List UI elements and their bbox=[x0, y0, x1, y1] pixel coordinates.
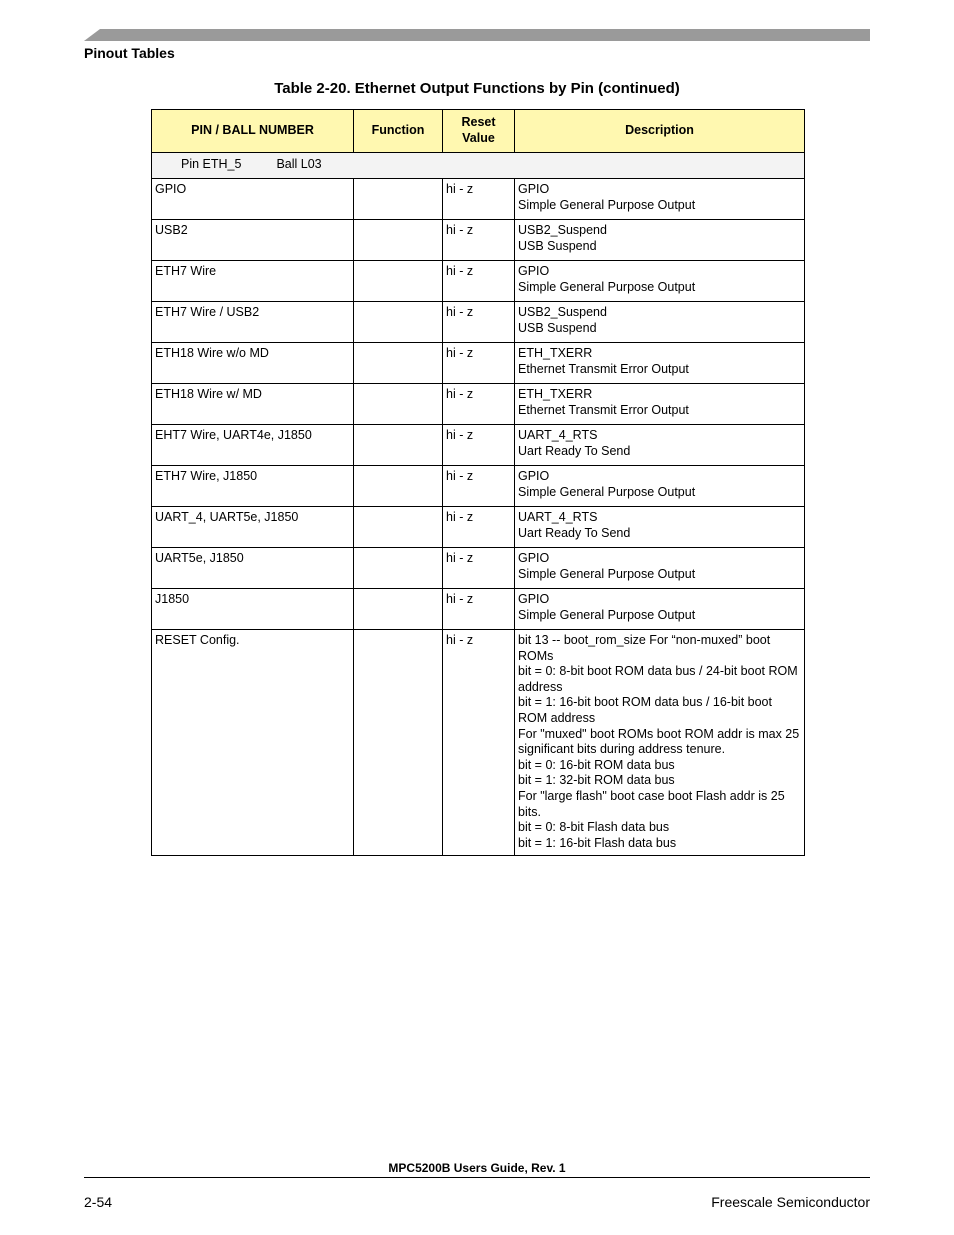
reset-value-cell: hi - z bbox=[443, 384, 515, 425]
header-decorative-bar bbox=[84, 29, 870, 41]
description-line: USB2_Suspend bbox=[518, 305, 607, 319]
table-row bbox=[152, 220, 805, 261]
description-cell bbox=[515, 425, 805, 466]
description-line: ETH_TXERR bbox=[518, 346, 593, 360]
function-cell bbox=[354, 179, 443, 220]
description-line: GPIO bbox=[518, 551, 550, 565]
description-line: USB Suspend bbox=[518, 238, 597, 253]
pin-ball-cell: EHT7 Wire, UART4e, J1850 bbox=[152, 425, 354, 466]
reset-value-cell: hi - z bbox=[443, 343, 515, 384]
description-line: For "muxed" boot ROMs boot ROM addr is max 25 significant bits during address tenure. bbox=[518, 726, 800, 757]
table-row bbox=[152, 179, 805, 220]
reset-value-cell: hi - z bbox=[443, 466, 515, 507]
description-line: Simple General Purpose Output bbox=[518, 566, 696, 581]
description-line: GPIO bbox=[518, 264, 550, 278]
table-row bbox=[152, 589, 805, 630]
table-title: Table 2-20. Ethernet Output Functions by Pin (continued) bbox=[274, 80, 680, 97]
column-header-function: Function bbox=[354, 110, 443, 153]
description-line: UART_4_RTS bbox=[518, 428, 598, 442]
description-cell bbox=[515, 466, 805, 507]
description-line: Simple General Purpose Output bbox=[518, 607, 696, 622]
section-header: Pinout Tables bbox=[84, 45, 175, 61]
function-cell bbox=[354, 630, 443, 856]
description-line: ETH_TXERR bbox=[518, 387, 593, 401]
description-line: GPIO bbox=[518, 592, 550, 606]
table-header-row bbox=[152, 110, 805, 153]
description-line: USB Suspend bbox=[518, 320, 597, 335]
description-cell bbox=[515, 179, 805, 220]
pin-ball-cell: USB2 bbox=[152, 220, 354, 261]
reset-value-cell: hi - z bbox=[443, 548, 515, 589]
function-cell bbox=[354, 548, 443, 589]
description-line: Simple General Purpose Output bbox=[518, 197, 696, 212]
function-cell bbox=[354, 343, 443, 384]
description-cell bbox=[515, 343, 805, 384]
function-cell bbox=[354, 261, 443, 302]
column-header-pin: PIN / BALL NUMBER bbox=[152, 110, 354, 153]
column-header-reset bbox=[443, 110, 515, 153]
description-line: bit = 1: 16-bit boot ROM data bus / 16-bit boot ROM address bbox=[518, 695, 772, 725]
description-cell bbox=[515, 220, 805, 261]
pin-ball-cell: ETH7 Wire bbox=[152, 261, 354, 302]
footer-company: Freescale Semiconductor bbox=[711, 1194, 870, 1210]
pin-ball-cell: ETH18 Wire w/o MD bbox=[152, 343, 354, 384]
pin-ball-cell: ETH7 Wire / USB2 bbox=[152, 302, 354, 343]
pin-label: Pin ETH_5 bbox=[181, 157, 242, 171]
ball-label: Ball L03 bbox=[276, 157, 322, 171]
reset-value-cell: hi - z bbox=[443, 261, 515, 302]
function-cell bbox=[354, 466, 443, 507]
table-row bbox=[152, 425, 805, 466]
column-header-description: Description bbox=[515, 110, 805, 153]
description-cell bbox=[515, 384, 805, 425]
pin-ball-cell: GPIO bbox=[152, 179, 354, 220]
reset-value-cell: hi - z bbox=[443, 589, 515, 630]
function-cell bbox=[354, 507, 443, 548]
reset-value-cell: hi - z bbox=[443, 302, 515, 343]
description-line: For "large flash" boot case boot Flash addr is 25 bits. bbox=[518, 788, 785, 819]
reset-value-cell: hi - z bbox=[443, 425, 515, 466]
table-row bbox=[152, 261, 805, 302]
reset-value-cell: hi - z bbox=[443, 179, 515, 220]
description-line: bit = 0: 8-bit Flash data bus bbox=[518, 820, 670, 835]
description-line: USB2_Suspend bbox=[518, 223, 607, 237]
table-row bbox=[152, 630, 805, 856]
description-line: GPIO bbox=[518, 469, 550, 483]
function-cell bbox=[354, 589, 443, 630]
description-line: bit = 1: 16-bit Flash data bus bbox=[518, 835, 677, 850]
description-line: Uart Ready To Send bbox=[518, 443, 631, 458]
description-line: UART_4_RTS bbox=[518, 510, 598, 524]
reset-value-cell: hi - z bbox=[443, 507, 515, 548]
description-line: bit = 0: 8-bit boot ROM data bus / 24-bit boot ROM address bbox=[518, 664, 798, 694]
function-cell bbox=[354, 425, 443, 466]
description-cell bbox=[515, 630, 805, 856]
pinout-table bbox=[151, 109, 805, 856]
footer-divider bbox=[84, 1177, 870, 1178]
description-cell bbox=[515, 507, 805, 548]
table-row bbox=[152, 384, 805, 425]
function-cell bbox=[354, 220, 443, 261]
description-line: Simple General Purpose Output bbox=[518, 279, 696, 294]
pin-ball-cell: UART_4, UART5e, J1850 bbox=[152, 507, 354, 548]
description-cell bbox=[515, 302, 805, 343]
pin-ball-cell: RESET Config. bbox=[152, 630, 354, 856]
table-row bbox=[152, 507, 805, 548]
description-cell bbox=[515, 261, 805, 302]
function-cell bbox=[354, 302, 443, 343]
table-row bbox=[152, 343, 805, 384]
table-row bbox=[152, 466, 805, 507]
pin-ball-cell: J1850 bbox=[152, 589, 354, 630]
description-line: Ethernet Transmit Error Output bbox=[518, 361, 689, 376]
table-row bbox=[152, 302, 805, 343]
pin-ball-cell: ETH7 Wire, J1850 bbox=[152, 466, 354, 507]
pin-group-cell bbox=[152, 153, 805, 179]
description-line: bit 13 -- boot_rom_size For “non-muxed” boot ROMs bbox=[518, 633, 771, 663]
pin-ball-cell: UART5e, J1850 bbox=[152, 548, 354, 589]
reset-header-text: Reset Value bbox=[461, 115, 496, 145]
pin-ball-cell: ETH18 Wire w/ MD bbox=[152, 384, 354, 425]
description-line: Uart Ready To Send bbox=[518, 525, 631, 540]
description-line: Ethernet Transmit Error Output bbox=[518, 402, 689, 417]
pin-group-row bbox=[152, 153, 805, 179]
table-row bbox=[152, 548, 805, 589]
description-cell bbox=[515, 589, 805, 630]
description-line: Simple General Purpose Output bbox=[518, 484, 696, 499]
reset-value-cell: hi - z bbox=[443, 630, 515, 856]
description-line: GPIO bbox=[518, 182, 550, 196]
footer-doc-title: MPC5200B Users Guide, Rev. 1 bbox=[388, 1161, 566, 1175]
description-cell bbox=[515, 548, 805, 589]
description-line: bit = 0: 16-bit ROM data bus bbox=[518, 757, 675, 772]
page-number: 2-54 bbox=[84, 1194, 113, 1210]
reset-value-cell: hi - z bbox=[443, 220, 515, 261]
function-cell bbox=[354, 384, 443, 425]
description-line: bit = 1: 32-bit ROM data bus bbox=[518, 773, 675, 788]
